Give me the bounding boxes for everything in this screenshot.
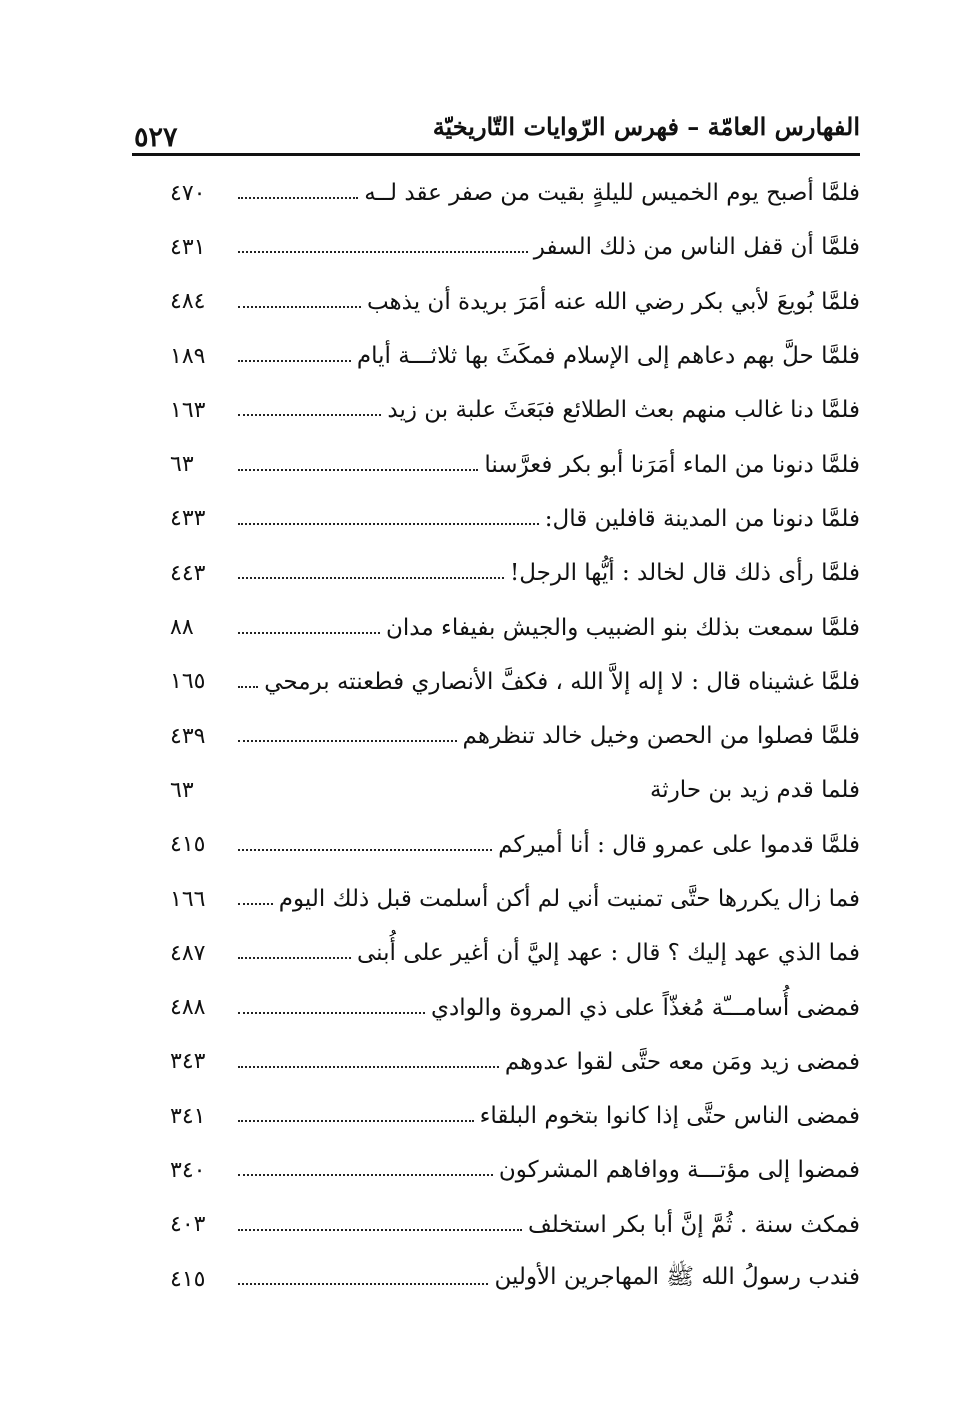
index-entry xyxy=(170,872,860,926)
entry-page-ref: ٤٠٣ xyxy=(170,1212,206,1238)
index-entry xyxy=(170,1143,860,1197)
entry-text: فمضى الناس حتَّى إذا كانوا بتخوم البلقاء xyxy=(479,1103,860,1130)
dot-leader xyxy=(238,849,492,851)
index-entry xyxy=(170,1035,860,1089)
entry-text: فلمَّا بُويعَ لأبي بكر رضي الله عنه أمَرَ بريدة أن يذهب xyxy=(366,288,860,315)
entry-page-ref: ٤٤٣ xyxy=(170,560,206,586)
entry-page-ref: ٤٣٩ xyxy=(170,723,206,749)
entry-page-ref: ٣٤٣ xyxy=(170,1049,206,1075)
entry-page-ref: ٤١٥ xyxy=(170,1266,206,1292)
dot-leader xyxy=(238,1012,425,1014)
entry-page-ref: ٨٨ xyxy=(170,615,194,641)
page-number: ٥٢٧ xyxy=(134,122,178,153)
index-entry xyxy=(170,329,860,383)
running-header xyxy=(132,108,860,152)
entry-text: فلما قدم زيد بن حارثة xyxy=(649,777,860,804)
entry-text: فمضى زيد ومَن معه حتَّى لقوا عدوهم xyxy=(504,1048,860,1075)
index-entry xyxy=(170,1198,860,1252)
entry-text: فمكث سنة . ثُمَّ إنَّ أبا بكر استخلف xyxy=(527,1211,860,1238)
entry-page-ref: ٦٣ xyxy=(170,452,194,478)
index-entry xyxy=(170,926,860,980)
entry-page-ref: ٣٤١ xyxy=(170,1103,206,1129)
entry-text: فمضى أُسامـــّة مُغذّاً على ذي المروة والوادي xyxy=(430,994,860,1021)
entry-text: فلمَّا دنونا من الماء أمَرَنا أبو بكر فعرَّسنا xyxy=(484,451,860,478)
entry-page-ref: ٤٨٤ xyxy=(170,289,206,315)
dot-leader xyxy=(238,957,351,959)
entry-text: فلمَّا أصبح يوم الخميس لليلةٍ بقيت من صفر عقد لــه xyxy=(364,180,860,207)
entry-text: فلمَّا غشيناه قال : لا إله إلاَّ الله ، فكفَّ الأنصاري فطعنته برمحي xyxy=(264,668,860,695)
entry-text: فلمَّا أن قفل الناس من ذلك السفر xyxy=(533,234,860,261)
dot-leader xyxy=(238,469,478,471)
index-entries xyxy=(170,166,860,1306)
index-entry xyxy=(170,383,860,437)
entry-text: فلمَّا سمعت بذلك بنو الضبيب والجيش بفيفاء مدان xyxy=(386,614,860,641)
entry-text: فما زال يكررها حتَّى تمنيت أني لم أكن أسلمت قبل ذلك اليوم xyxy=(278,886,860,912)
index-entry xyxy=(170,220,860,274)
dot-leader xyxy=(238,414,381,416)
index-entry xyxy=(170,818,860,872)
dot-leader xyxy=(238,1120,474,1122)
index-entry xyxy=(170,709,860,763)
entry-page-ref: ٤٧٠ xyxy=(170,180,206,206)
entry-page-ref: ٣٤٠ xyxy=(170,1157,206,1183)
index-entry xyxy=(170,546,860,600)
dot-leader xyxy=(238,632,380,634)
entry-page-ref: ٤٣٣ xyxy=(170,506,206,532)
entry-page-ref: ٤٨٧ xyxy=(170,940,206,966)
dot-leader xyxy=(238,577,504,579)
index-entry xyxy=(170,275,860,329)
entry-text: فلمَّا دنا غالب منهم بعث الطلائع فبَعَثَ علبة بن زيد xyxy=(387,397,860,424)
entry-page-ref: ١٦٦ xyxy=(170,886,206,912)
entry-page-ref: ٤٨٨ xyxy=(170,995,206,1021)
entry-text: فلمَّا حلَّ بهم دعاهم إلى الإسلام فمكَثَ بها ثلاثـــة أيام xyxy=(356,343,860,370)
entry-page-ref: ١٨٩ xyxy=(170,343,206,369)
dot-leader xyxy=(238,306,361,308)
dot-leader xyxy=(238,740,457,742)
dot-leader xyxy=(238,903,273,905)
entry-text: فلمَّا فصلوا من الحصن وخيل خالد تنظرهم xyxy=(462,723,860,750)
index-entry xyxy=(170,763,860,817)
running-title: الفهارس العامّة – فهرس الرّوايات التّاريخيّة xyxy=(432,112,860,141)
index-entry xyxy=(170,492,860,546)
entry-page-ref: ١٦٣ xyxy=(170,397,206,423)
entry-text: فما الذي عهد إليك ؟ قال : عهد إليَّ أن أغير على أُبنى xyxy=(356,940,860,967)
dot-leader xyxy=(238,251,528,253)
index-entry xyxy=(170,437,860,491)
index-entry xyxy=(170,1252,860,1306)
entry-page-ref: ٦٣ xyxy=(170,777,194,803)
entry-text: فمضوا إلى مؤتـــة ووافاهم المشركون xyxy=(498,1157,860,1184)
dot-leader xyxy=(238,1066,499,1068)
entry-page-ref: ٤١٥ xyxy=(170,832,206,858)
dot-leader xyxy=(238,686,258,688)
index-entry xyxy=(170,166,860,220)
dot-leader xyxy=(238,523,539,525)
index-entry xyxy=(170,655,860,709)
entry-text: فلمَّا رأى ذلك قال لخالد : أيُّها الرجل! xyxy=(510,560,860,587)
entry-page-ref: ٤٣١ xyxy=(170,234,206,260)
dot-leader xyxy=(238,360,351,362)
entry-text: فلمَّا دنونا من المدينة قافلين قال: xyxy=(544,505,860,532)
dot-leader xyxy=(238,197,358,199)
dot-leader xyxy=(238,1283,488,1285)
index-entry xyxy=(170,980,860,1034)
index-entry xyxy=(170,600,860,654)
entry-text: فندب رسولُ الله ﷺ المهاجرين الأولين xyxy=(494,1264,860,1291)
dot-leader xyxy=(238,1174,493,1176)
header-rule xyxy=(132,153,860,156)
entry-text: فلمَّا قدموا على عمرو قال : أنا أميركم xyxy=(498,831,860,858)
index-entry xyxy=(170,1089,860,1143)
entry-page-ref: ١٦٥ xyxy=(170,669,206,695)
dot-leader xyxy=(238,1229,522,1231)
